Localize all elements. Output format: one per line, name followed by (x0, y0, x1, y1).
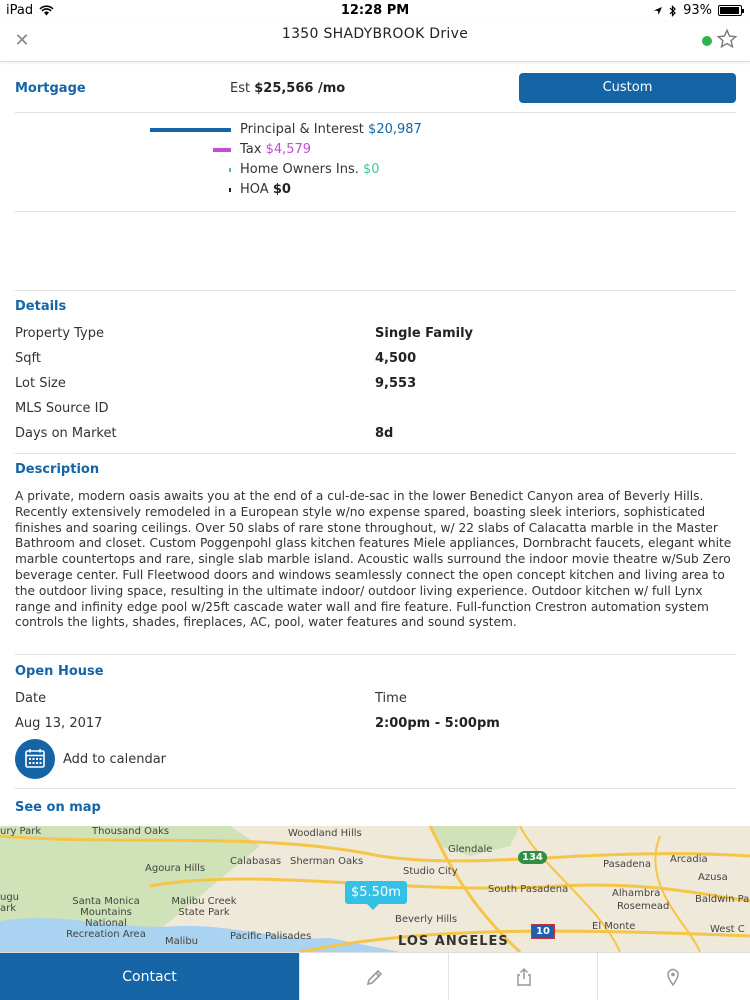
route-shield-icon: 134 (518, 851, 547, 864)
contact-button[interactable]: Contact (0, 953, 299, 1000)
open-house-section (15, 664, 736, 731)
add-to-calendar-label[interactable]: Add to calendar (63, 752, 167, 767)
map-label: Woodland Hills (288, 828, 362, 839)
star-icon[interactable] (716, 28, 738, 50)
mortgage-breakdown (15, 120, 736, 210)
map-label: Malibu (165, 936, 198, 947)
status-bar (0, 0, 750, 22)
share-button[interactable] (448, 953, 598, 1000)
detail-key: Days on Market (15, 426, 117, 441)
close-icon[interactable]: ✕ (14, 30, 30, 51)
map-label: Pacific Palisades (230, 931, 312, 942)
battery-icon (718, 5, 742, 16)
page-title: 1350 SHADYBROOK Drive (281, 26, 469, 42)
detail-key: Lot Size (15, 376, 66, 391)
status-time: 12:28 PM (340, 3, 410, 18)
breakdown-row-insurance (15, 160, 736, 180)
date-value: Aug 13, 2017 (15, 716, 103, 731)
map-label: Baldwin Pa (695, 894, 750, 905)
description-section (15, 462, 736, 630)
breakdown-bar-hoa (229, 188, 231, 192)
breakdown-value: $4,579 (265, 142, 312, 157)
detail-row (15, 426, 736, 446)
map-pin-button[interactable] (597, 953, 747, 1000)
breakdown-label: Home Owners Ins. (240, 162, 359, 177)
map-label: LOS ANGELES (398, 934, 509, 949)
breakdown-value: $20,987 (368, 122, 422, 137)
detail-row (15, 401, 736, 421)
divider (15, 788, 736, 789)
edit-button[interactable] (299, 953, 449, 1000)
map-view[interactable] (0, 826, 750, 952)
map-label: Beverly Hills (395, 914, 458, 925)
divider (15, 290, 736, 291)
open-house-labels (15, 691, 736, 711)
map-label: El Monte (592, 921, 636, 932)
map-label: Santa Monica Mountains National Recreation Area (66, 896, 146, 940)
map-label: Alhambra (612, 888, 661, 899)
nav-bar (0, 22, 750, 62)
bluetooth-icon (669, 5, 677, 17)
location-arrow-icon (653, 6, 663, 16)
map-label: Studio City (403, 866, 458, 877)
divider (15, 211, 736, 212)
divider (15, 654, 736, 655)
map-label: Rosemead (617, 901, 670, 912)
map-label: Calabasas (230, 856, 282, 867)
open-house-values (15, 716, 736, 736)
mortgage-title: Mortgage (15, 81, 86, 96)
map-label: Azusa (698, 872, 728, 883)
pencil-icon (365, 967, 385, 987)
time-label: Time (375, 691, 407, 706)
detail-row (15, 376, 736, 396)
map-label: Arcadia (670, 854, 708, 865)
detail-value: 9,553 (375, 376, 417, 391)
location-pin-icon (663, 967, 683, 987)
detail-key: MLS Source ID (15, 401, 109, 416)
price-pin[interactable]: $5.50m (345, 881, 407, 904)
map-label: Pasadena (603, 859, 652, 870)
mortgage-estimate (230, 81, 345, 96)
detail-row (15, 351, 736, 371)
map-label: West C (710, 924, 745, 935)
map-label: South Pasadena (488, 884, 569, 895)
breakdown-value: $0 (272, 182, 291, 197)
open-house-title: Open House (15, 664, 104, 679)
description-text: A private, modern oasis awaits you at the end of a cul-de-sac in the lower Benedict Canyon area of Beverly Hills. Recently extensively remodeled in a European style w/no expense spared, boasting sleek interiors, sophisticated finishes and soaring ceilings. Over 50 slabs of rare stone throughout, w/ 22 slabs of Calacatta marble in the Master Bathroom and closet. Custom Poggenpohl glass kitchen features Miele appliances, Dornbracht faucets, elegant white marble countertops and rare, single slab marble island. Acoustic walls surround the indoor movie theatre w/Sub Zero beverage center. Full Fleetwood doors and windows seamlessly connect the open concept kitchen and living area to the outdoor living space, resulting in the ultimate indoor/ outdoor living experience. Outdoor kitchen w/ full Lynx range and infinity edge pool w/25ft cascade water wall and fire feature. Full-function Crestron automation system controls the lights, shades, fireplaces, AC, pool, water features and sound system. (15, 489, 732, 630)
detail-value: 8d (375, 426, 394, 441)
map-label: Agoura Hills (145, 863, 206, 874)
custom-button[interactable]: Custom (519, 73, 736, 103)
mortgage-row (15, 62, 736, 112)
map-label: ury Park (0, 826, 42, 837)
map-label: Malibu Creek State Park (171, 896, 237, 918)
breakdown-label: Tax (240, 142, 262, 157)
calendar-icon (15, 739, 55, 779)
detail-value: Single Family (375, 326, 474, 341)
detail-row (15, 326, 736, 346)
share-icon (514, 967, 534, 987)
divider (15, 112, 736, 113)
time-value: 2:00pm - 5:00pm (375, 716, 500, 731)
device-name: iPad (6, 3, 34, 18)
detail-key: Sqft (15, 351, 41, 366)
details-section (15, 299, 736, 441)
map-label: Glendale (448, 844, 493, 855)
breakdown-bar-principal (150, 128, 231, 132)
breakdown-row-tax (15, 140, 736, 160)
detail-key: Property Type (15, 326, 105, 341)
calendar-button[interactable] (15, 739, 55, 779)
description-title: Description (15, 462, 100, 477)
breakdown-row-hoa (15, 180, 736, 200)
breakdown-bar-insurance (229, 168, 231, 172)
map-label: ugu ark (0, 892, 20, 914)
breakdown-value: $0 (363, 162, 380, 177)
date-label: Date (15, 691, 47, 706)
details-title: Details (15, 299, 67, 314)
mortgage-est-value: $25,566 /mo (254, 81, 346, 96)
map-label: Thousand Oaks (92, 826, 170, 837)
divider (15, 453, 736, 454)
detail-value: 4,500 (375, 351, 417, 366)
see-on-map-title: See on map (15, 800, 101, 815)
bottom-bar (0, 952, 750, 1000)
breakdown-bar-tax (213, 148, 231, 152)
mortgage-est-prefix: Est (230, 81, 251, 96)
interstate-shield-icon: 10 (531, 924, 555, 939)
breakdown-row-principal (15, 120, 736, 140)
breakdown-label: Principal & Interest (240, 122, 364, 137)
breakdown-label: HOA (240, 182, 269, 197)
battery-percent: 93% (683, 3, 712, 18)
status-dot-icon (702, 36, 712, 46)
map-label: Sherman Oaks (290, 856, 364, 867)
